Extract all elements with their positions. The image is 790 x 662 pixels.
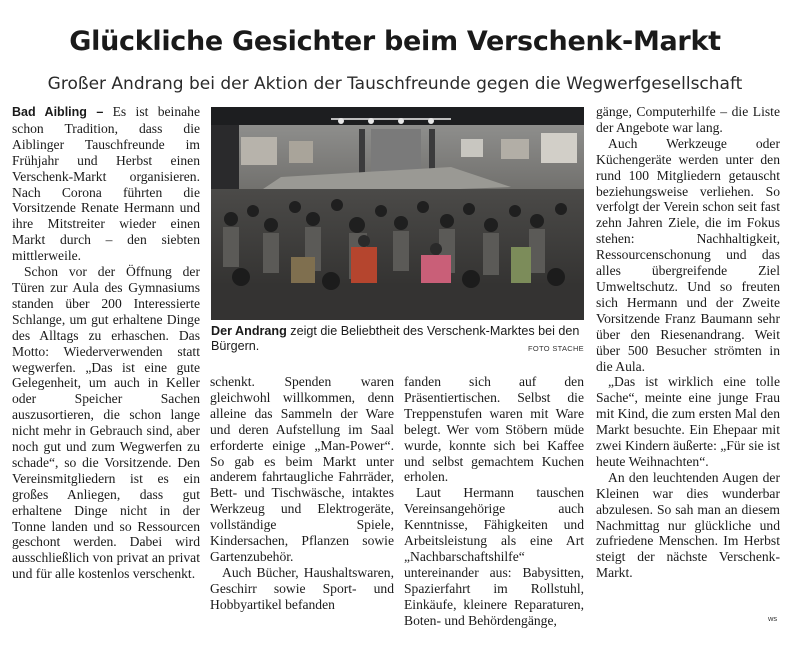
paragraph: Auch Bücher, Haushaltswaren, Geschirr sowie Sport- und Hobbyartikel befanden xyxy=(210,564,394,612)
article-column-3 xyxy=(404,374,584,629)
author-initials: ws xyxy=(768,614,778,623)
paragraph-text: Es ist beinahe schon Tradition, dass die Aiblinger Tauschfreunde im Frühjahr und Herbst einen Verschenk-Markt organisieren. Nach Corona führten die Vorsitzende Renate Hermann und ihre Mitstreiter wieder einen Markt durch – den siebten mittlerweile. xyxy=(12,104,200,264)
caption-lead: Der Andrang xyxy=(211,324,287,338)
paragraph: Laut Hermann tauschen Vereinsangehörige auch Kenntnisse, Fähigkeiten und Arbeitsleistung als eine Art „Nachbarschaftshilfe“ untereinander aus: Babysitten, Spazierfahrt im Rollstuhl, Einkäufe, kleinere Reparaturen, Boten- und Behördengänge, xyxy=(404,485,584,628)
article-column-2 xyxy=(210,374,394,613)
paragraph: schenkt. Spenden waren gleichwohl willkommen, denn alleine das Sammeln der Ware und deren Aufstellung im Saal erforderte einige „Man-Power“. So gab es beim Markt unter anderem fahrtaugliche Fahrräder, Bett- und Tischwäsche, intaktes Werkzeug und Elektrogeräte, vollständige Spiele, Kindersachen, Pflanzen sowie Gartenzubehör. xyxy=(210,374,394,564)
paragraph xyxy=(12,104,200,264)
article-headline: Glückliche Gesichter beim Verschenk-Markt xyxy=(69,26,721,57)
paragraph: „Das ist wirklich eine tolle Sache“, meinte eine junge Frau mit Kind, die zum ersten Mal den Markt besuchte. Ein Ehepaar mit zwei Kindern äußerte: „Für sie ist heute Weihnachten“. xyxy=(596,374,780,469)
crowd-photo-image xyxy=(211,107,584,320)
paragraph: An den leuchtenden Augen der Kleinen war dies wunderbar abzulesen. So sah man an diesem Nachmittag nur glückliche und zufriedene Menschen. Im Herbst steigt der nächste Verschenk-Markt. xyxy=(596,469,780,581)
paragraph: fanden sich auf den Präsentiertischen. Selbst die Treppenstufen waren mit Ware belegt. Wer vom Stöbern müde wurde, konnte sich bei Kaffee und selbst gemachtem Kuchen erholen. xyxy=(404,374,584,485)
caption-text: zeigt die Beliebtheit des Verschenk-Marktes bei den Bürgern. xyxy=(211,324,580,353)
photo-credit: FOTO STACHE xyxy=(528,344,584,353)
crowd-photo xyxy=(211,107,584,320)
paragraph: gänge, Computerhilfe – die Liste der Angebote war lang. xyxy=(596,104,780,135)
article-column-1 xyxy=(12,104,200,582)
paragraph: Schon vor der Öffnung der Türen zur Aula des Gymnasiums standen über 200 Interessierte Schlange, um gut erhaltene Dinge des Alltags zu erhaschen. Das Motto: Wiederverwenden statt wegwerfen. „Das ist eine gute Gelegenheit, um auch in Keller oder Speicher Sachen auszusortieren, die schon lange nicht mehr in Gebrauch sind, aber noch gut und zum Wegwerfen zu schade“, so die Vorsitzende. Den Vereinsmitgliedern ist es ein großes Anliegen, dass gut erhaltene Dinge nicht in der Tonne landen und so Ressourcen geschont werden. Dabei wird ausschließlich von privat an privat und für alle kostenlos verschenkt. xyxy=(12,264,200,582)
article-column-4 xyxy=(596,104,780,581)
dateline: Bad Aibling – xyxy=(12,105,104,119)
paragraph: Auch Werkzeuge oder Küchengeräte werden unter den rund 100 Mitgliedern getauscht beziehungsweise verliehen. So verfolgt der Verein schon seit fast zehn Jahren Ziele, die im Fokus stehen: Nachhaltigkeit, Ressourcenschonung und das alles übergreifende Ziel Umweltschutz. Und so freuten sich Hermann und der Zweite Vorsitzende Franz Baumann sehr über den Riesenandrang. Weit über 500 Besucher strömten in die Aula. xyxy=(596,135,780,374)
article-subheadline: Großer Andrang bei der Aktion der Tauschfreunde gegen die Wegwerfgesellschaft xyxy=(47,74,743,94)
